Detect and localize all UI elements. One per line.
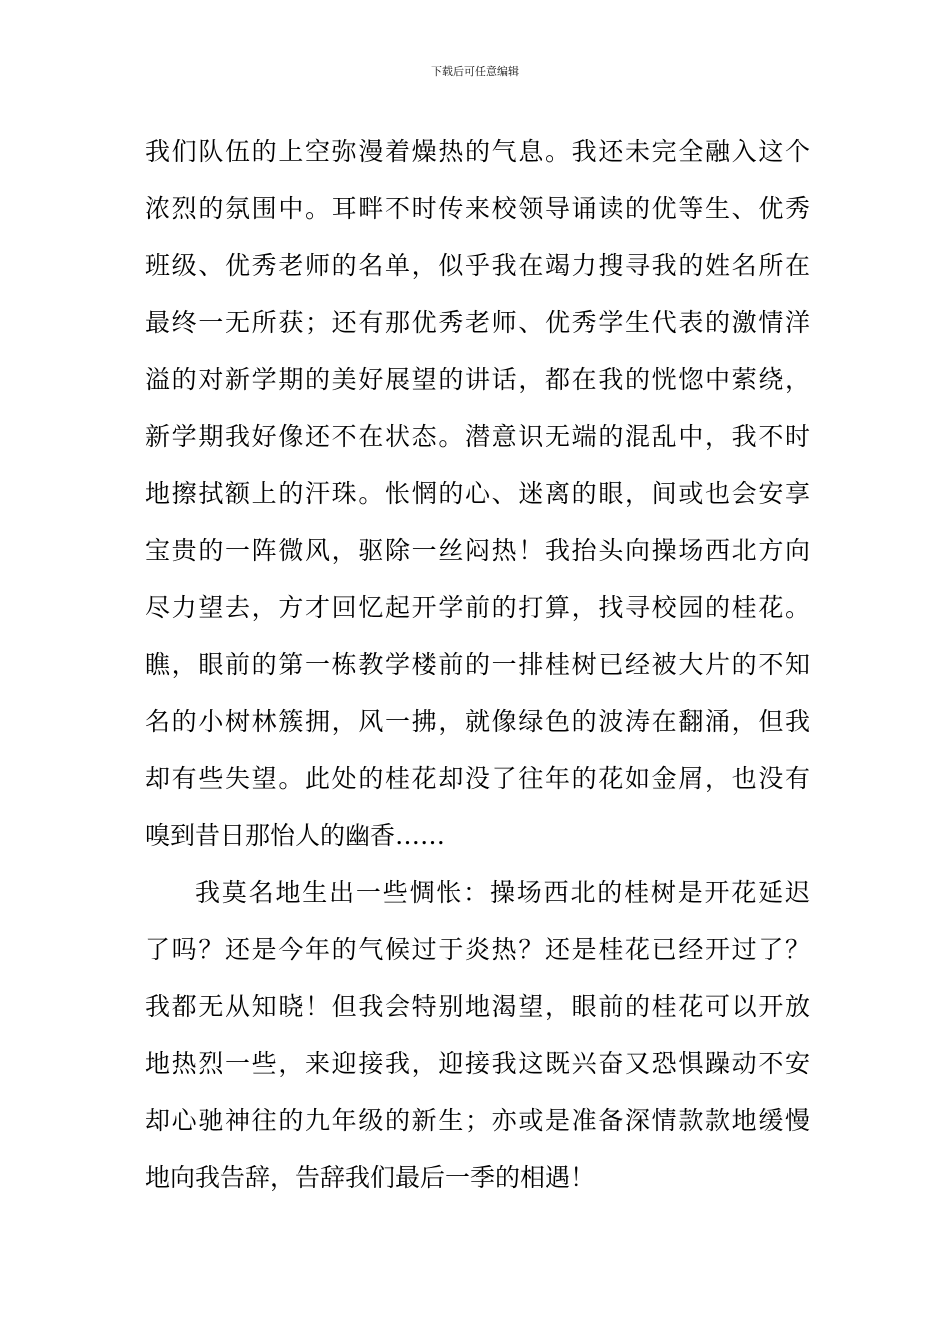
text-line: 浓烈的氛围中。耳畔不时传来校领导诵读的优等生、优秀 [145,194,810,223]
paragraph-2 [145,871,810,1213]
text-line: 尽力望去，方才回忆起开学前的打算，找寻校园的桂花。 [145,593,810,622]
text-line: 新学期我好像还不在状态。潜意识无端的混乱中，我不时 [145,422,810,451]
text-line: 班级、优秀老师的名单，似乎我在竭力搜寻我的姓名所在 [145,251,810,280]
document-body [145,130,810,1213]
text-line: 地向我告辞，告辞我们最后一季的相遇！ [145,1163,596,1192]
text-line: 却有些失望。此处的桂花却没了往年的花如金屑，也没有 [145,764,810,793]
text-line: 我都无从知晓！但我会特别地渴望，眼前的桂花可以开放 [145,992,810,1021]
text-line: 地热烈一些，来迎接我，迎接我这既兴奋又恐惧躁动不安 [145,1049,810,1078]
text-line: 我们队伍的上空弥漫着燥热的气息。我还未完全融入这个 [145,137,810,166]
text-line: 名的小树林簇拥，风一拂，就像绿色的波涛在翻涌，但我 [145,707,810,736]
text-line: 最终一无所获；还有那优秀老师、优秀学生代表的激情洋 [145,308,810,337]
text-line: 溢的对新学期的美好展望的讲话，都在我的恍惚中萦绕， [145,365,810,394]
text-line: 地擦拭额上的汗珠。怅惘的心、迷离的眼，间或也会安享 [145,479,810,508]
text-line: 瞧，眼前的第一栋教学楼前的一排桂树已经被大片的不知 [145,650,810,679]
text-line: 了吗？还是今年的气候过于炎热？还是桂花已经开过了？ [145,935,810,964]
text-line: 嗅到昔日那怡人的幽香…… [145,821,446,850]
page-header: 下载后可任意编辑 [431,65,519,78]
text-line: 宝贵的一阵微风，驱除一丝闷热！我抬头向操场西北方向 [145,536,810,565]
text-line: 却心驰神往的九年级的新生；亦或是准备深情款款地缓慢 [145,1106,810,1135]
paragraph-1 [145,130,810,871]
text-line: 我莫名地生出一些惆怅：操场西北的桂树是开花延迟 [195,878,810,907]
